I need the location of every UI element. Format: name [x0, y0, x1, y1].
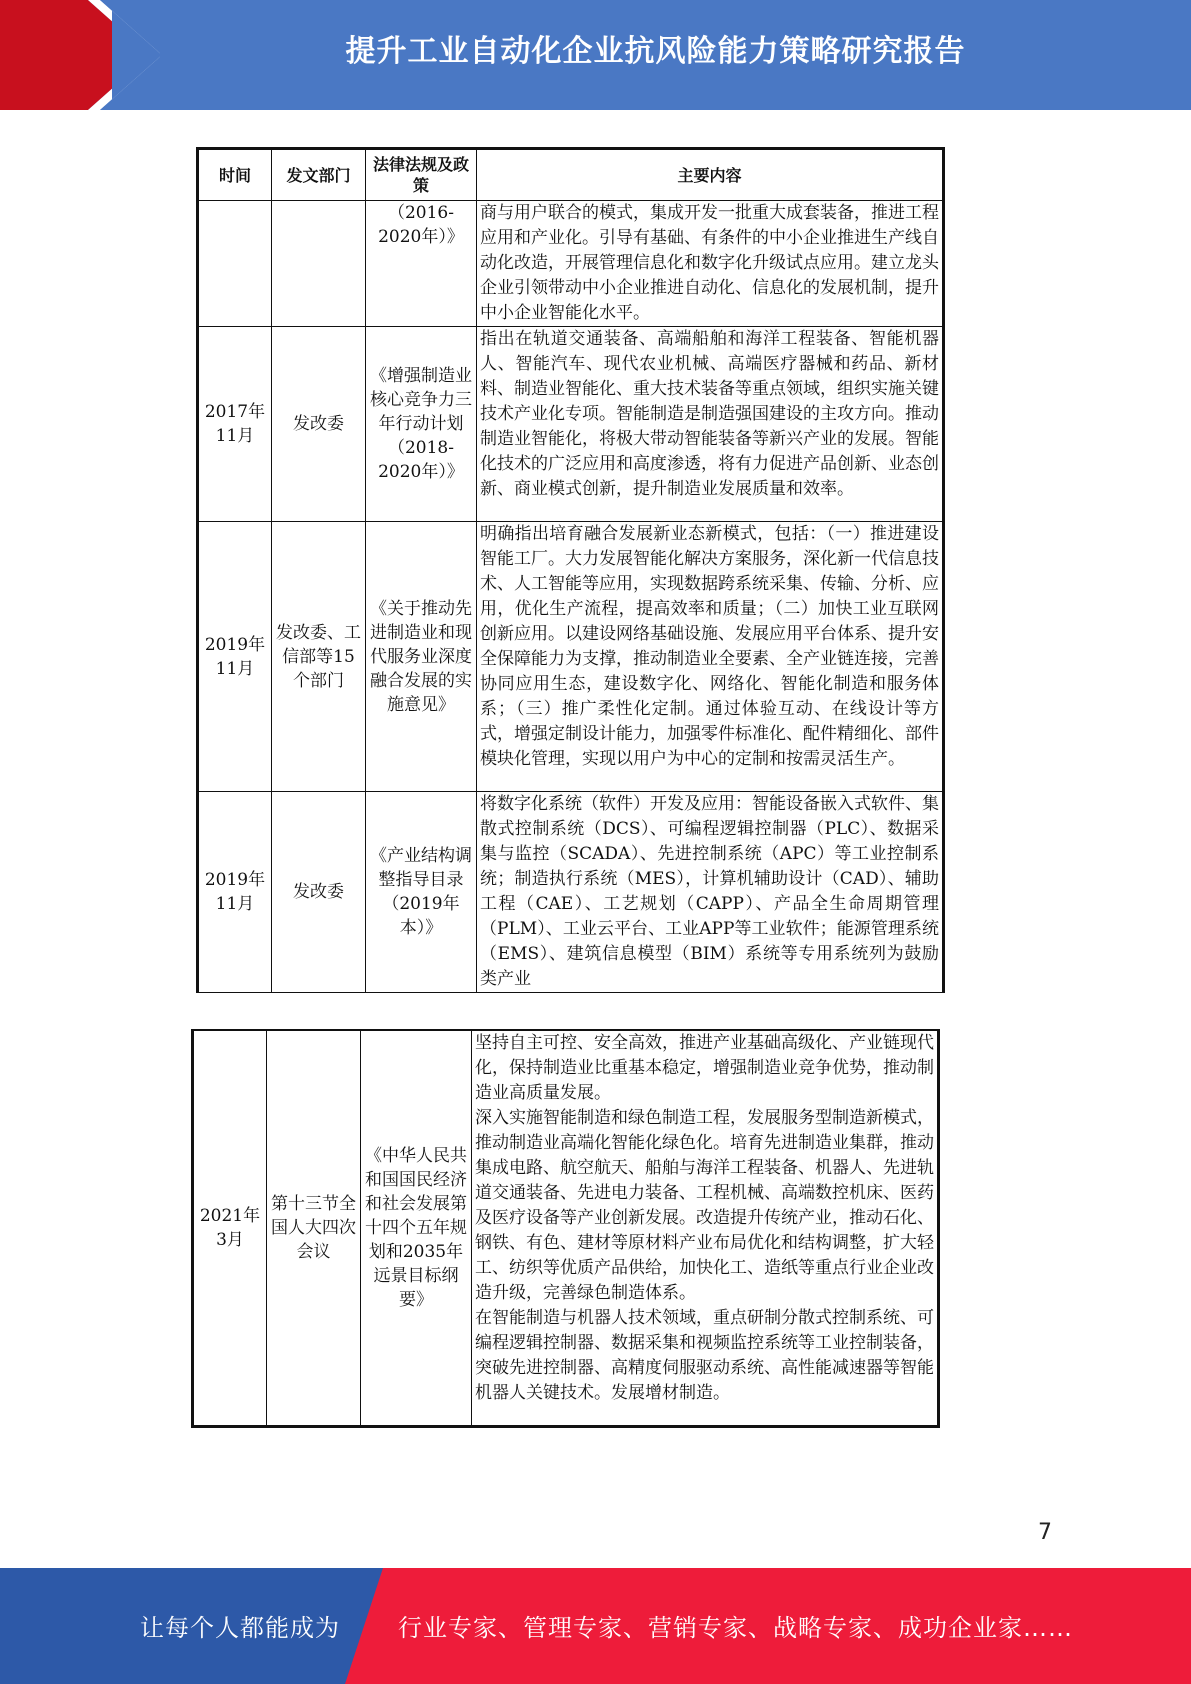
- column-header-time: 时间: [198, 149, 272, 201]
- department-cell: 发改委: [272, 792, 366, 993]
- table-header-row: [198, 149, 944, 201]
- policy-table-continued: [191, 1029, 940, 1428]
- table-row: [198, 792, 944, 993]
- column-header-policy: 法律法规及政策: [366, 149, 477, 201]
- page-header: [0, 0, 1191, 110]
- footer-slogan-right: 行业专家、管理专家、营销专家、战略专家、成功企业家……: [398, 1614, 1073, 1642]
- table-row: [198, 327, 944, 522]
- column-header-department: 发文部门: [272, 149, 366, 201]
- policy-cell: 《关于推动先进制造业和现代服务业深度融合发展的实施意见》: [366, 522, 477, 792]
- content-cell: 将数字化系统（软件）开发及应用：智能设备嵌入式软件、集散式控制系统（DCS）、可编程逻辑控制器（PLC）、数据采集与监控（SCADA）、先进控制系统（APC）等工业控制系统；制造执行系统（MES），计算机辅助设计（CAD）、辅助工程（CAE）、工艺规划（CAPP）、产品全生命周期管理（PLM）、工业云平台、工业APP等工业软件；能源管理系统（EMS）、建筑信息模型（BIM）系统等专用系统列为鼓励类产业: [477, 792, 944, 993]
- time-cell: 2017年11月: [198, 327, 272, 522]
- department-cell: 发改委、工信部等15个部门: [272, 522, 366, 792]
- table-row: [193, 1030, 939, 1426]
- policy-cell: 《产业结构调整指导目录（2019年本）》: [366, 792, 477, 993]
- time-cell: 2019年11月: [198, 522, 272, 792]
- page-number: 7: [1038, 1520, 1052, 1545]
- department-cell: [272, 201, 366, 327]
- table-row: [198, 522, 944, 792]
- content-cell: 指出在轨道交通装备、高端船舶和海洋工程装备、智能机器人、智能汽车、现代农业机械、高端医疗器械和药品、新材料、制造业智能化、重大技术装备等重点领域，组织实施关键技术产业化专项。智能制造是制造强国建设的主攻方向。推动制造业智能化，将极大带动智能装备等新兴产业的发展。智能化技术的广泛应用和高度渗透，将有力促进产品创新、业态创新、商业模式创新，提升制造业发展质量和效率。: [477, 327, 944, 522]
- department-cell: 第十三节全国人大四次会议: [267, 1030, 361, 1426]
- time-cell: 2019年11月: [198, 792, 272, 993]
- content-cell: 明确指出培育融合发展新业态新模式，包括：（一）推进建设智能工厂。大力发展智能化解决方案服务，深化新一代信息技术、人工智能等应用，实现数据跨系统采集、传输、分析、应用，优化生产流程，提高效率和质量；（二）加快工业互联网创新应用。以建设网络基础设施、发展应用平台体系、提升安全保障能力为支撑，推动制造业全要素、全产业链连接，完善协同应用生态，建设数字化、网络化、智能化制造和服务体系；（三）推广柔性化定制。通过体验互动、在线设计等方式，增强定制设计能力，加强零件标准化、配件精细化、部件模块化管理，实现以用户为中心的定制和按需灵活生产。: [477, 522, 944, 792]
- table-row: [198, 201, 944, 327]
- content-cell: 商与用户联合的模式，集成开发一批重大成套装备，推进工程应用和产业化。引导有基础、有条件的中小企业推进生产线自动化改造，开展管理信息化和数字化升级试点应用。建立龙头企业引领带动中小企业推进自动化、信息化的发展机制，提升中小企业智能化水平。: [477, 201, 944, 327]
- content-cell: 坚持自主可控、安全高效，推进产业基础高级化、产业链现代化，保持制造业比重基本稳定，增强制造业竞争优势，推动制造业高质量发展。 深入实施智能制造和绿色制造工程，发展服务型制造新模式，推动制造业高端化智能化绿色化。培育先进制造业集群，推动集成电路、航空航天、船舶与海洋工程装备、机器人、先进轨道交通装备、先进电力装备、工程机械、高端数控机床、医药及医疗设备等产业创新发展。改造提升传统产业，推动石化、钢铁、有色、建材等原材料产业布局优化和结构调整，扩大轻工、纺织等优质产品供给，加快化工、造纸等重点行业企业改造升级，完善绿色制造体系。 在智能制造与机器人技术领域，重点研制分散式控制系统、可编程逻辑控制器、数据采集和视频监控系统等工业控制装备，突破先进控制器、高精度伺服驱动系统、高性能减速器等智能机器人关键技术。发展增材制造。: [472, 1030, 939, 1426]
- policy-cell: 《中华人民共和国国民经济和社会发展第十四个五年规划和2035年远景目标纲要》: [361, 1030, 472, 1426]
- time-cell: [198, 201, 272, 327]
- policy-cell: 《增强制造业核心竞争力三年行动计划（2018-2020年）》: [366, 327, 477, 522]
- department-cell: 发改委: [272, 327, 366, 522]
- header-chevron-decoration: [0, 0, 160, 110]
- column-header-content: 主要内容: [477, 149, 944, 201]
- policy-cell: （2016-2020年）》: [366, 201, 477, 327]
- time-cell: 2021年3月: [193, 1030, 267, 1426]
- policy-table: [196, 147, 945, 993]
- page-footer: [0, 1568, 1191, 1684]
- report-title: 提升工业自动化企业抗风险能力策略研究报告: [345, 34, 966, 69]
- footer-slogan-left: 让每个人都能成为: [140, 1614, 340, 1642]
